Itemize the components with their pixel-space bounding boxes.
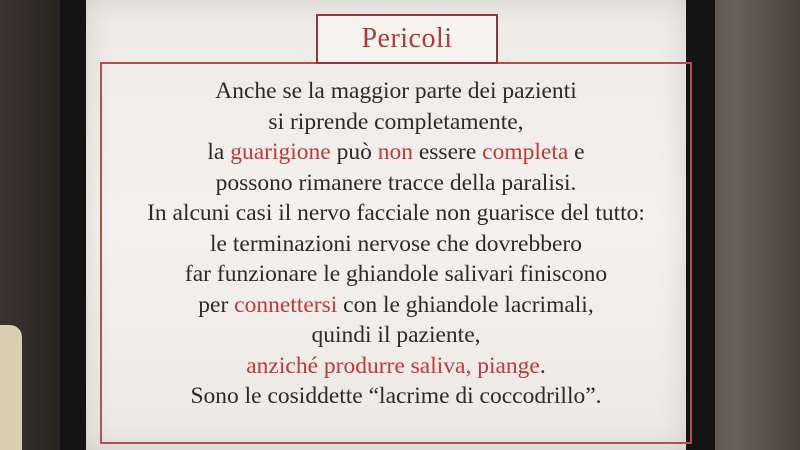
- body-text: le terminazioni nervose che dovrebbero: [210, 230, 582, 257]
- slide-title-box: [316, 14, 498, 64]
- highlighted-text: anziché produrre saliva, piange: [246, 352, 540, 379]
- slide-text-line: [100, 137, 692, 168]
- body-text: In alcuni casi il nervo facciale non guarisce del tutto:: [147, 200, 645, 226]
- body-text: si riprende completamente,: [268, 108, 524, 135]
- body-text: possono rimanere tracce della paralisi.: [215, 169, 577, 196]
- body-text: .: [539, 352, 546, 379]
- highlighted-text: connettersi: [234, 291, 338, 318]
- body-text: con le ghiandole lacrimali,: [337, 291, 594, 318]
- slide-text-line: [100, 290, 692, 321]
- slide-text-line: [100, 351, 692, 382]
- slide-text-line: [100, 168, 692, 199]
- body-text: essere: [412, 139, 483, 165]
- slide-title: Pericoli: [361, 23, 453, 54]
- body-text: quindi il paziente,: [311, 322, 481, 348]
- slide-text-line: [100, 198, 692, 229]
- body-text: può: [330, 139, 378, 165]
- slide-text-line: [100, 320, 692, 351]
- body-text: la: [207, 139, 231, 165]
- slide-text-line: [100, 107, 692, 138]
- slide-body-text: [100, 76, 692, 412]
- slide-text-line: [100, 381, 692, 412]
- slide-text-line: [100, 76, 692, 107]
- audience-member-shoulder: [0, 325, 22, 450]
- body-text: e: [568, 139, 585, 165]
- highlighted-text: guarigione: [230, 139, 331, 165]
- body-text: per: [198, 291, 235, 318]
- body-text: far funzionare le ghiandole salivari finiscono: [184, 261, 608, 287]
- body-text: Sono le cosiddette “lacrime di coccodrillo”.: [190, 383, 602, 409]
- slide-text-line: [100, 229, 692, 260]
- body-text: Anche se la maggior parte dei pazienti: [215, 78, 577, 104]
- slide-text-line: [100, 259, 692, 290]
- highlighted-text: completa: [482, 139, 569, 165]
- highlighted-text: non: [377, 139, 413, 165]
